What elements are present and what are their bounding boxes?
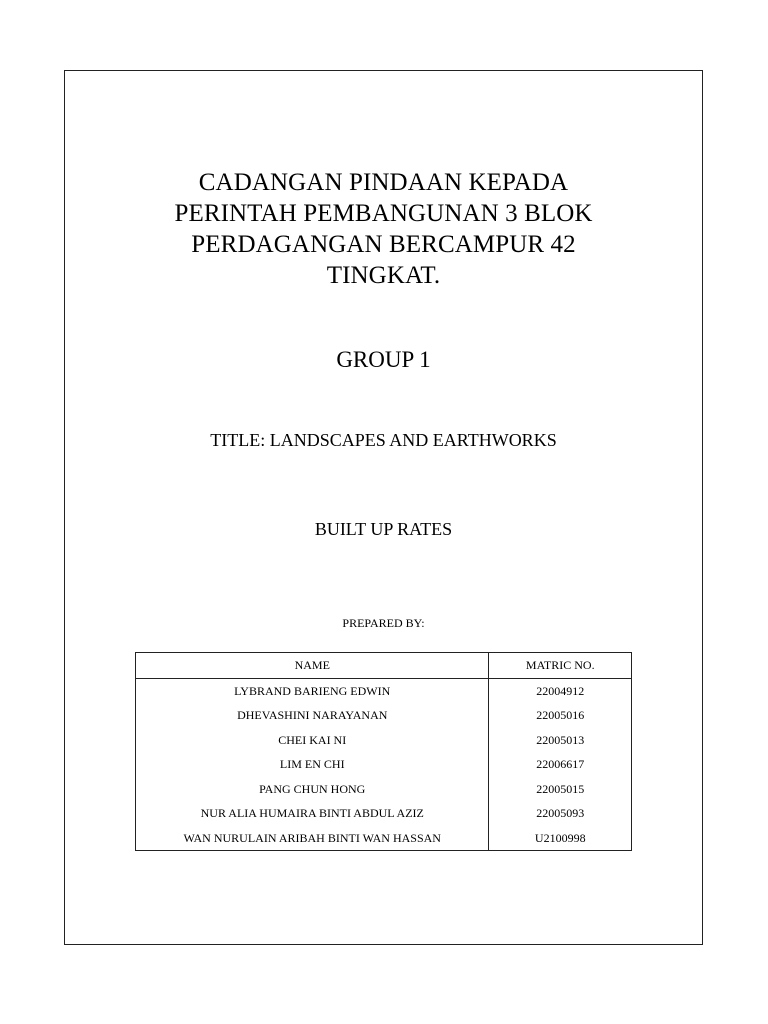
table-row bbox=[136, 678, 632, 703]
member-name: NUR ALIA HUMAIRA BINTI ABDUL AZIZ bbox=[136, 801, 489, 826]
table-row bbox=[136, 801, 632, 826]
title-line-3: PERDAGANGAN BERCAMPUR 42 bbox=[191, 231, 576, 258]
title-line-2: PERINTAH PEMBANGUNAN 3 BLOK bbox=[174, 200, 593, 227]
table-row bbox=[136, 703, 632, 728]
subject-title: TITLE: LANDSCAPES AND EARTHWORKS bbox=[210, 430, 557, 450]
title-line-4: TINGKAT. bbox=[326, 262, 441, 289]
member-matric: 22005016 bbox=[489, 703, 632, 728]
document-title bbox=[65, 167, 702, 291]
prepared-by-label: PREPARED BY: bbox=[342, 616, 425, 630]
member-matric: 22006617 bbox=[489, 752, 632, 777]
members-table bbox=[135, 652, 632, 851]
header-matric: MATRIC NO. bbox=[489, 653, 632, 679]
page-frame bbox=[64, 70, 703, 945]
member-name: CHEI KAI NI bbox=[136, 728, 489, 753]
member-name: PANG CHUN HONG bbox=[136, 777, 489, 802]
header-name: NAME bbox=[136, 653, 489, 679]
table-row bbox=[136, 752, 632, 777]
member-matric: U2100998 bbox=[489, 826, 632, 851]
group-label: GROUP 1 bbox=[336, 347, 431, 372]
table-row bbox=[136, 728, 632, 753]
table-row bbox=[136, 826, 632, 851]
member-matric: 22005093 bbox=[489, 801, 632, 826]
member-name: DHEVASHINI NARAYANAN bbox=[136, 703, 489, 728]
member-name: LYBRAND BARIENG EDWIN bbox=[136, 678, 489, 703]
member-name: LIM EN CHI bbox=[136, 752, 489, 777]
member-name: WAN NURULAIN ARIBAH BINTI WAN HASSAN bbox=[136, 826, 489, 851]
title-line-1: CADANGAN PINDAAN KEPADA bbox=[198, 169, 569, 196]
table-row bbox=[136, 777, 632, 802]
table-header-row bbox=[136, 653, 632, 679]
member-matric: 22004912 bbox=[489, 678, 632, 703]
member-matric: 22005015 bbox=[489, 777, 632, 802]
member-matric: 22005013 bbox=[489, 728, 632, 753]
section-heading: BUILT UP RATES bbox=[314, 519, 453, 539]
